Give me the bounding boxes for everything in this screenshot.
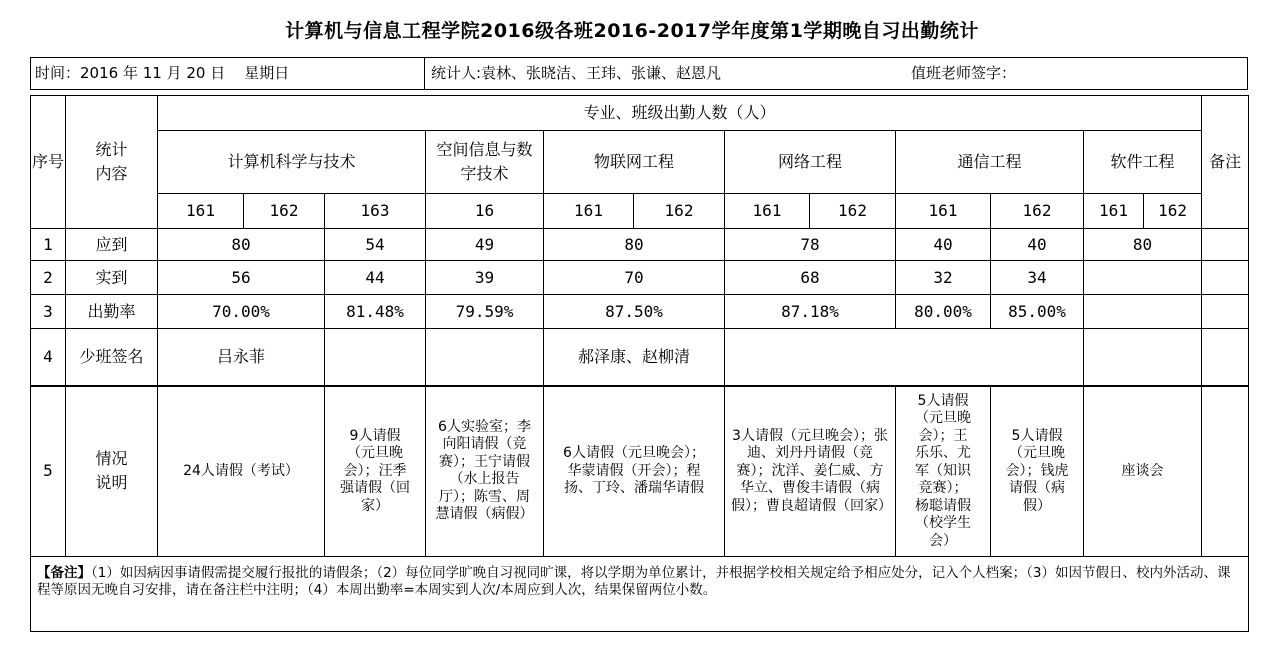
major-space: 空间信息与数字技术 [426,131,544,194]
header-row-group [31,96,1249,131]
value-cell: 40 [896,229,991,261]
note-cell: 9人请假（元旦晚会）；汪季强请假（回家） [325,386,426,557]
value-cell: 70 [544,261,725,295]
attendance-table-wrapper [30,95,1248,632]
class-cell: 162 [810,194,896,229]
seq-header: 序号 [31,96,66,229]
value-cell: 54 [325,229,426,261]
row-label: 情况说明 [66,386,158,557]
info-divider [424,58,425,89]
remark-cell [1202,386,1249,557]
statisticians-text: 统计人:袁林、张晓洁、王玮、张谦、赵恩凡 [431,64,722,82]
value-cell: 68 [725,261,896,295]
class-cell: 162 [634,194,725,229]
row-actual [31,261,1249,295]
note-cell: 6人实验室；李向阳请假（竞赛）；王宁请假（水上报告厅）；陈雪、周慧请假（病假） [426,386,544,557]
date-text: 时间：2016 年 11 月 20 日 星期日 [35,64,290,82]
seq-cell: 1 [31,229,66,261]
row-label: 少班签名 [66,329,158,386]
value-cell: 81.48% [325,295,426,329]
note-cell: 座谈会 [1084,386,1202,557]
row-label: 应到 [66,229,158,261]
info-bar [30,57,1248,90]
value-cell: 79.59% [426,295,544,329]
remark-cell [1202,329,1249,386]
value-cell: 80 [158,229,325,261]
footer-label: 【备注】 [37,565,91,581]
value-cell [1084,295,1202,329]
row-notes [31,386,1249,557]
value-cell: 39 [426,261,544,295]
class-cell: 161 [896,194,991,229]
note-cell: 6人请假（元旦晚会）；华蒙请假（开会）；程扬、丁玲、潘瑞华请假 [544,386,725,557]
row-rate [31,295,1249,329]
class-cell: 161 [725,194,810,229]
page-title: 计算机与信息工程学院2016级各班2016-2017学年度第1学期晚自习出勤统计 [285,20,979,42]
header-row-classes [31,194,1249,229]
major-cs: 计算机科学与技术 [158,131,426,194]
remark-cell [1202,261,1249,295]
remark-cell [1202,295,1249,329]
note-cell: 3人请假（元旦晚会）；张迪、刘丹丹请假（竞赛）；沈洋、姜仁威、方华立、曹俊丰请假（病假）；曹良超请假（回家） [725,386,896,557]
class-cell: 161 [158,194,244,229]
row-signature [31,329,1249,386]
seq-cell: 4 [31,329,66,386]
major-software: 软件工程 [1084,131,1202,194]
footer-note [31,557,1249,632]
row-footer [31,557,1249,632]
value-cell: 40 [991,229,1084,261]
signature-cell: 吕永菲 [158,329,325,386]
remark-header: 备注 [1202,96,1249,229]
major-iot: 物联网工程 [544,131,725,194]
seq-cell: 5 [31,386,66,557]
signature-cell [426,329,544,386]
note-cell: 24人请假（考试） [158,386,325,557]
signature-cell [1084,329,1202,386]
major-network: 网络工程 [725,131,896,194]
class-cell: 162 [1144,194,1202,229]
value-cell: 85.00% [991,295,1084,329]
value-cell: 32 [896,261,991,295]
signature-cell [725,329,1084,386]
row-label: 出勤率 [66,295,158,329]
value-cell: 87.18% [725,295,896,329]
major-comm: 通信工程 [896,131,1084,194]
value-cell: 70.00% [158,295,325,329]
note-cell: 5人请假（元旦晚会）；钱虎请假（病假） [991,386,1084,557]
group-header: 专业、班级出勤人数（人） [158,96,1202,131]
value-cell: 80 [1084,229,1202,261]
content-header: 统计内容 [66,96,158,229]
row-label: 实到 [66,261,158,295]
seq-cell: 3 [31,295,66,329]
footer-text: （1）如因病因事请假需提交履行报批的请假条；（2）每位同学旷晚自习视同旷课，将以学期为单位累计，并根据学校相关规定给予相应处分，记入个人档案；（3）如因节假日、校内外活动、课程等原因无晚自习安排，请在备注栏中注明；（4）本周出勤率=本周实到人次/本周应到人次，结果保留两位小数。 [37,565,1231,598]
value-cell: 78 [725,229,896,261]
attendance-table [30,95,1249,632]
row-expected [31,229,1249,261]
class-cell: 161 [544,194,634,229]
class-cell: 163 [325,194,426,229]
remark-cell [1202,229,1249,261]
value-cell: 44 [325,261,426,295]
class-cell: 161 [1084,194,1144,229]
header-row-majors [31,131,1249,194]
value-cell: 87.50% [544,295,725,329]
note-cell: 5人请假（元旦晚会）；王乐乐、尤军（知识竞赛）；杨聪请假（校学生会） [896,386,991,557]
value-cell: 80 [544,229,725,261]
value-cell: 56 [158,261,325,295]
value-cell [1084,261,1202,295]
class-cell: 162 [244,194,325,229]
seq-cell: 2 [31,261,66,295]
signature-cell [325,329,426,386]
teacher-signature-label: 值班老师签字： [911,64,1017,82]
signature-cell: 郝泽康、赵柳清 [544,329,725,386]
value-cell: 49 [426,229,544,261]
class-cell: 16 [426,194,544,229]
value-cell: 80.00% [896,295,991,329]
class-cell: 162 [991,194,1084,229]
value-cell: 34 [991,261,1084,295]
